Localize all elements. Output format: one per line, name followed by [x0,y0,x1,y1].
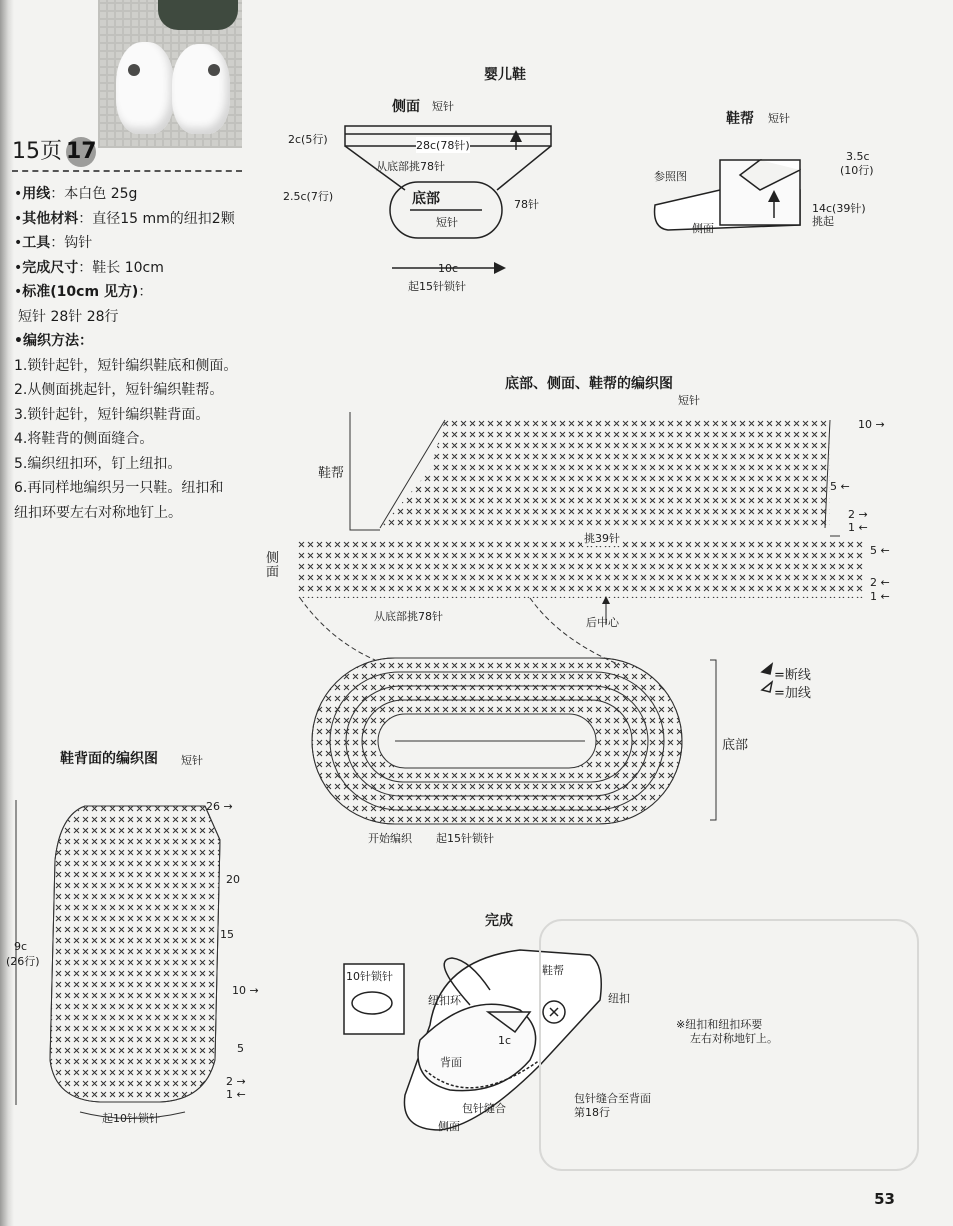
step: 4.将鞋背的侧面缝合。 [14,431,154,447]
upper-chart-label: 鞋帮 [318,466,345,481]
material-line: •用线：本白色 25g [14,186,138,202]
whip-label: 包针缝合 [462,1102,506,1115]
sole-width: 10c [438,262,459,275]
back-row-2: 2 → [226,1075,246,1088]
row-1-side: 1 ← [870,590,890,603]
pattern-number-badge: 17 [66,137,96,167]
back-center: 后中心 [586,616,619,629]
finished-upper: 鞋帮 [542,964,564,977]
upper-side: 侧面 [692,222,714,235]
back-label: 背面 [440,1056,462,1069]
material-line: •工具：钩针 [14,235,93,251]
side-label: 侧面 [392,99,420,115]
back-chart-stitch: 短针 [181,754,203,767]
upper-stitch: 短针 [768,112,790,125]
chart-main-title: 底部、侧面、鞋帮的编织图 [505,376,673,392]
finished-side: 侧面 [438,1120,460,1133]
legend-add: =加线 [774,686,811,701]
back-rows: (26行) [6,955,40,968]
upper-title: 鞋帮 [726,111,754,127]
material-line: •标准(10cm 见方)： [14,284,153,300]
sole-count: 78针 [514,198,539,211]
page-prefix: 15页 [12,139,62,164]
upper-stitch-chart [350,412,840,536]
row-1-upper: 1 ← [848,521,868,534]
baby-shoe-title: 婴儿鞋 [484,67,526,83]
back-row-5: 5 [237,1042,244,1055]
upper-length: 14c(39针) [812,202,866,215]
upper-pick: 挑起 [812,215,834,228]
side-chart-label: 侧面 [266,551,280,580]
gauge: 短针 28针 28行 [18,308,119,325]
one-c: 1c [498,1034,512,1047]
back-stitch-chart [16,800,220,1119]
chart-main-stitch: 短针 [678,394,700,407]
back-row-10: 10 → [232,984,259,997]
note-line1: ※纽扣和纽扣环要 [676,1018,763,1031]
pick-39: 挑39针 [584,532,620,545]
material-line: •完成尺寸：鞋长 10cm [14,259,164,276]
sole-chart-label: 底部 [722,738,749,753]
sole-stitch: 短针 [436,216,458,229]
back-row-15: 15 [220,928,234,941]
row-18: 第18行 [574,1106,610,1119]
pick-78: 从底部挑78针 [376,160,445,173]
row-2-upper: 2 → [848,508,868,521]
step: 纽扣环要左右对称地钉上。 [14,504,182,521]
step: 1.锁针起针，短针编织鞋底和侧面。 [14,357,238,374]
back-row-1: 1 ← [226,1088,246,1101]
row-5-side: 5 ← [870,544,890,557]
finished-title: 完成 [485,913,513,929]
legend-cut: =断线 [774,668,811,683]
step: 3.锁针起针，短针编织鞋背面。 [14,406,210,423]
note-line2: 左右对称地钉上。 [690,1032,778,1045]
upper-height: 3.5c [846,150,870,163]
page-number: 53 [874,1190,895,1208]
upper-ref: 参照图 [654,170,687,183]
sole-chain: 起15针锁针 [408,280,466,293]
step: 2.从侧面挑起针，短针编织鞋帮。 [14,382,224,398]
back-height: 9c [14,940,28,953]
step: 5.编织纽扣环，钉上纽扣。 [14,455,182,472]
side-width: 28c(78针) [416,139,470,152]
row-5-upper: 5 ← [830,480,850,493]
back-chart-title: 鞋背面的编织图 [60,751,158,767]
button-label: 纽扣 [608,992,630,1005]
side-height: 2c(5行) [288,133,328,146]
material-line: •其他材料：直径15 mm的纽扣2颗 [14,210,235,227]
method-title: •编织方法： [14,333,93,349]
sole-stitch-chart [312,658,716,824]
side-stitch-chart [296,540,864,665]
chain-10: 10针锁针 [346,970,393,983]
sole-height: 2.5c(7行) [283,190,334,203]
finished-shoe-drawing [344,920,918,1170]
back-row-26: 26 → [206,800,233,813]
row-10: 10 → [858,418,885,431]
upper-rows: (10行) [840,164,874,177]
back-row-20: 20 [226,873,240,886]
start-knit: 开始编织 [368,832,412,845]
pick-78-chart: 从底部挑78针 [374,610,443,623]
side-stitch: 短针 [432,100,454,113]
start-chain: 起15针锁针 [436,832,494,845]
back-chain: 起10针锁针 [102,1112,160,1125]
whip-to: 包针缝合至背面 [574,1092,651,1105]
step: 6.再同样地编织另一只鞋。纽扣和 [14,480,224,496]
sole-label: 底部 [412,191,440,207]
loop-label: 纽扣环 [428,994,461,1007]
row-2-side: 2 ← [870,576,890,589]
legend-marks [762,664,772,692]
